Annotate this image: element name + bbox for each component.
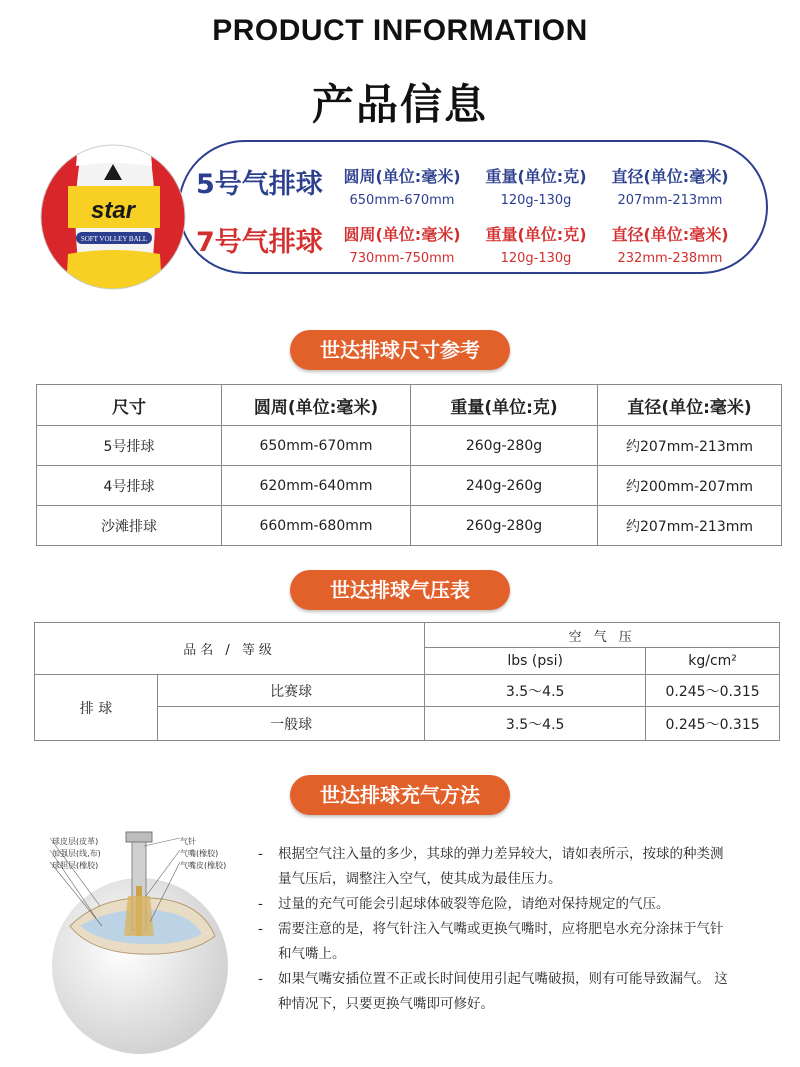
note-text: 如果气嘴安插位置不正或长时间使用引起气嘴破损，则有可能导致漏气。 这种情况下，只要更换气嘴即可修好。 (278, 971, 728, 1012)
ball-model-text: SOFT VOLLEY BALL (80, 235, 148, 243)
circumference-label: 圆周(单位:毫米) (343, 167, 461, 186)
unit-kg-header: kg/cm² (646, 648, 780, 675)
note-text: 过量的充气可能会引起球体破裂等危险，请绝对保持规定的气压。 (278, 896, 670, 912)
table-cell: 660mm-680mm (222, 506, 411, 546)
inflation-notes (258, 842, 728, 1017)
diameter-label: 直径(单位:毫米) (611, 167, 729, 186)
table-header-cell: 圆周(单位:毫米) (222, 385, 411, 426)
table-cell: 约207mm-213mm (598, 426, 782, 466)
diagram-labels-right (180, 836, 226, 872)
table-cell: 5号排球 (37, 426, 222, 466)
inflation-method-heading: 世达排球充气方法 (290, 775, 510, 815)
diagram-label: 加强层(线,布) (52, 849, 101, 858)
note-text: 根据空气注入量的多少，其球的弹力差异较大，请如表所示，按球的种类测量气压后，调整注入空气，使其成为最佳压力。 (278, 846, 724, 887)
table-row (37, 506, 782, 546)
grade-cell: 比赛球 (158, 675, 425, 707)
pressure-table-heading: 世达排球气压表 (290, 570, 510, 610)
table-cell: 620mm-640mm (222, 466, 411, 506)
psi-cell: 3.5～4.5 (425, 707, 646, 741)
diagram-label: 球皮层(皮革) (52, 837, 99, 846)
table-header-row (37, 385, 782, 426)
weight-label: 重量(单位:克) (485, 167, 587, 186)
dash-bullet: - (258, 846, 263, 862)
diameter-value: 232mm-238mm (617, 251, 723, 266)
kg-cell: 0.245～0.315 (646, 707, 780, 741)
dash-bullet: - (258, 896, 263, 912)
dash-bullet: - (258, 921, 263, 937)
diagram-label: 气嘴(橡胶) (180, 849, 219, 858)
dash-bullet: - (258, 971, 263, 987)
table-cell: 240g-260g (411, 466, 598, 506)
diameter-value: 207mm-213mm (617, 193, 723, 208)
table-row (37, 466, 782, 506)
note-item (258, 917, 728, 967)
psi-cell: 3.5～4.5 (425, 675, 646, 707)
table-cell: 260g-280g (411, 426, 598, 466)
diagram-labels-left (52, 836, 101, 872)
table-cell: 650mm-670mm (222, 426, 411, 466)
table-cell: 约200mm-207mm (598, 466, 782, 506)
diagram-label: 球胆层(橡胶) (52, 861, 99, 870)
size-table (36, 384, 782, 546)
kg-cell: 0.245～0.315 (646, 675, 780, 707)
unit-psi-header: lbs (psi) (425, 648, 646, 675)
table-cell: 沙滩排球 (37, 506, 222, 546)
category-cell: 排 球 (35, 675, 158, 741)
diagram-label: 气嘴皮(橡胶) (180, 861, 227, 870)
air-pressure-header: 空 气 压 (425, 623, 780, 648)
weight-value: 120g-130g (500, 251, 572, 266)
weight-value: 120g-130g (500, 193, 572, 208)
ball-brand-text: star (90, 197, 136, 224)
volleyball-image (38, 142, 188, 292)
name-grade-header: 品名 / 等级 (35, 623, 425, 675)
diameter-label: 直径(单位:毫米) (611, 225, 729, 244)
circumference-value: 650mm-670mm (349, 193, 455, 208)
pressure-table (34, 622, 780, 741)
size-reference-heading: 世达排球尺寸参考 (290, 330, 510, 370)
table-cell: 4号排球 (37, 466, 222, 506)
table-row (37, 426, 782, 466)
circumference-value: 730mm-750mm (349, 251, 455, 266)
product-name: 7号气排球 (196, 227, 323, 258)
table-cell: 约207mm-213mm (598, 506, 782, 546)
table-cell: 260g-280g (411, 506, 598, 546)
weight-label: 重量(单位:克) (485, 225, 587, 244)
table-row (35, 675, 780, 707)
page-title-cn: 产品信息 (311, 80, 488, 129)
circumference-label: 圆周(单位:毫米) (343, 225, 461, 244)
note-text: 需要注意的是，将气针注入气嘴或更换气嘴时，应将肥皂水充分涂抹于气针和气嘴上。 (278, 921, 724, 962)
product-name: 5号气排球 (196, 169, 323, 200)
table-header-cell: 重量(单位:克) (411, 385, 598, 426)
note-item (258, 967, 728, 1017)
note-item (258, 892, 728, 917)
note-item (258, 842, 728, 892)
page-title-en: PRODUCT INFORMATION (212, 14, 588, 47)
diagram-label: 气针 (180, 837, 196, 846)
table-header-cell: 尺寸 (37, 385, 222, 426)
table-header-cell: 直径(单位:毫米) (598, 385, 782, 426)
grade-cell: 一般球 (158, 707, 425, 741)
